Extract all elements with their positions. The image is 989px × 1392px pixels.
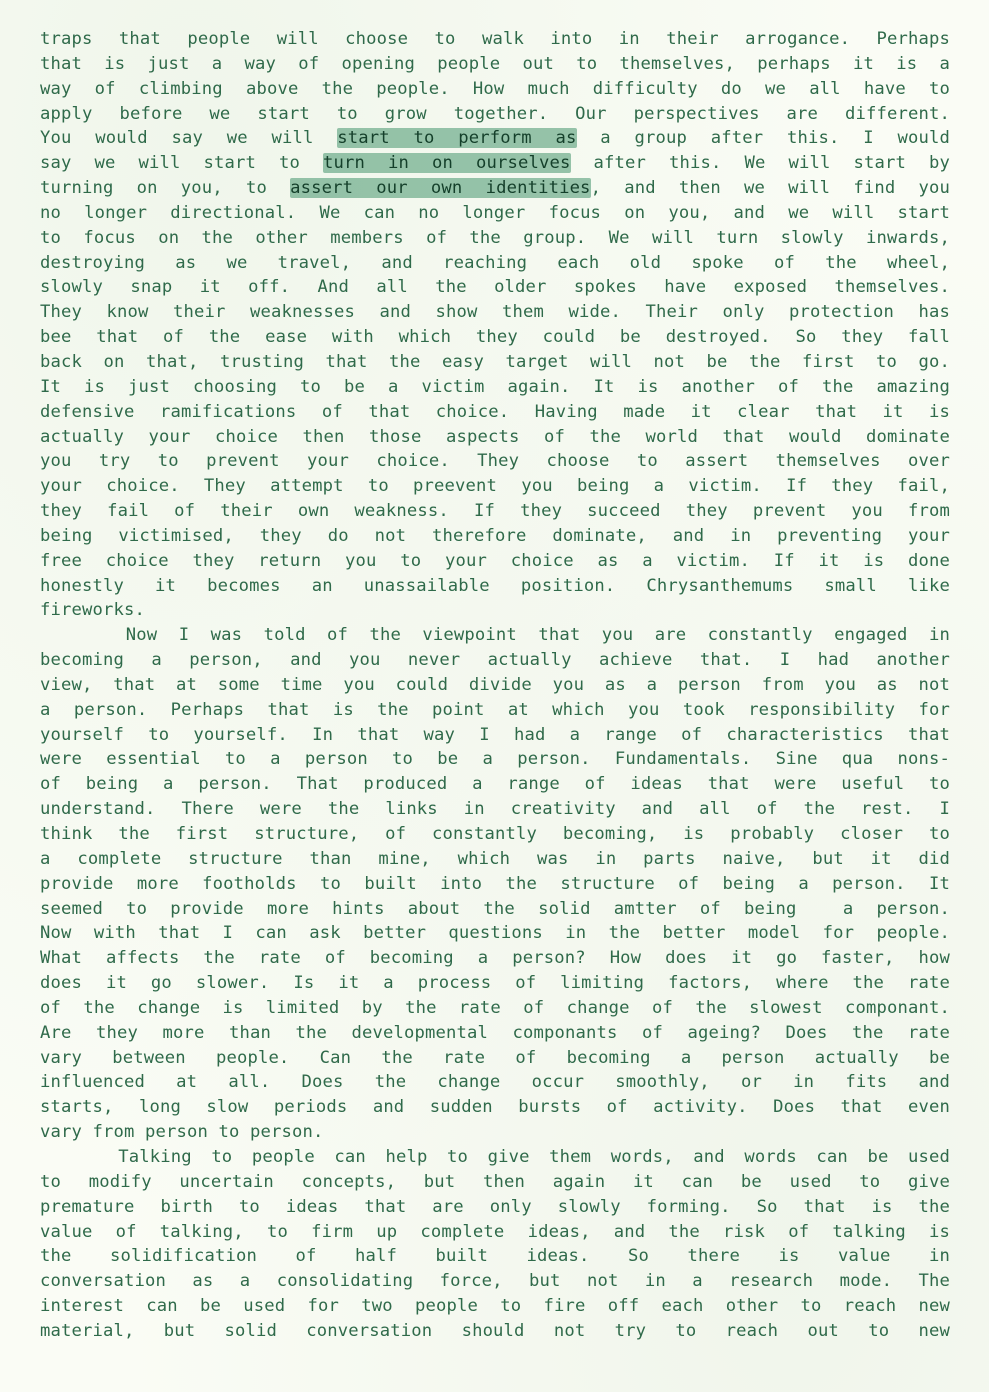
document-body [40, 27, 950, 1344]
text-line-1: traps that people will choose to walk into in their arrogance. Perhaps [40, 29, 950, 49]
text-line-26: becoming a person, and you never actually achieve that. I had another [40, 650, 950, 671]
text-line-35: provide more footholds to built into the structure of being a person. It [40, 873, 950, 894]
text-line-37: Now with that I can ask better questions in the better model for people. [40, 923, 950, 944]
text-line-27: view, that at some time you could divide you as a person from you as not [40, 674, 950, 695]
text-line-34: a complete structure than mine, which was in parts naive, but it did [40, 848, 950, 869]
text-line-49: value of talking, to firm up complete ideas, and the risk of talking is [40, 1221, 950, 1242]
text-line-17: actually your choice then those aspects of the world that would dominate [40, 426, 950, 447]
text-line-8: no longer directional. We can no longer focus on you, and we will start [40, 202, 950, 223]
text-line-9: to focus on the other members of the group. We will turn slowly inwards, [40, 227, 950, 248]
text-line-11: slowly snap it off. And all the older spokes have exposed themselves. [40, 277, 950, 298]
text-line-32: understand. There were the links in creativity and all of the rest. I [40, 799, 950, 820]
text-line-43: influenced at all. Does the change occur smoothly, or in fits and [40, 1072, 950, 1093]
text-line-44: starts, long slow periods and sudden bursts of activity. Does that even [40, 1097, 950, 1118]
text-line-38: What affects the rate of becoming a person? How does it go faster, how [40, 948, 950, 969]
text-line-39: does it go slower. Is it a process of limiting factors, where the rate [40, 973, 950, 994]
text-line-23: honestly it becomes an unassailable position. Chrysanthemums small like [40, 575, 950, 596]
text-line-42: vary between people. Can the rate of becoming a person actually be [40, 1047, 950, 1068]
text-line-28: a person. Perhaps that is the point at which you took responsibility for [40, 699, 950, 720]
text-line-30: were essential to a person to be a person. Fundamentals. Sine qua nons- [40, 749, 950, 770]
text-line-4: apply before we start to grow together. Our perspectives are different. [40, 103, 950, 124]
text-line-3: way of climbing above the people. How much difficulty do we all have to [40, 78, 950, 99]
text-line-19: your choice. They attempt to preevent you being a victim. If they fail, [40, 476, 950, 497]
text-line-51: conversation as a consolidating force, but not in a research mode. The [40, 1271, 950, 1292]
text-line-24: fireworks. [40, 600, 145, 621]
text-line-33: think the first structure, of constantly becoming, is probably closer to [40, 824, 950, 844]
text-line-40: of the change is limited by the rate of change of the slowest componant. [40, 997, 950, 1018]
text-line-47: to modify uncertain concepts, but then again it can be used to give [40, 1171, 950, 1192]
text-line-36: seemed to provide more hints about the solid amtter of being a person. [40, 898, 950, 919]
text-line-2: that is just a way of opening people out to themselves, perhaps it is a [40, 53, 950, 74]
text-line-52: interest can be used for two people to fire off each other to reach new [40, 1296, 950, 1317]
text-line-14: back on that, trusting that the easy target will not be the first to go. [40, 351, 950, 372]
text-line-20: they fail of their own weakness. If they succeed they prevent you from [40, 501, 950, 522]
text-line-5: You would say we will start to perform as a group after this. I would [40, 128, 951, 149]
text-line-45: vary from person to person. [40, 1122, 324, 1143]
highlighted-phrase: assert our own identities [290, 178, 591, 199]
highlighted-phrase: start to perform as [337, 128, 577, 149]
text-line-15: It is just choosing to be a victim again. It is another of the amazing [40, 376, 950, 397]
text-line-18: you try to prevent your choice. They choose to assert themselves over [40, 451, 950, 472]
text-line-12: They know their weaknesses and show them wide. Their only protection has [40, 302, 950, 323]
text-line-53: material, but solid conversation should not try to reach out to new [40, 1320, 950, 1341]
text-line-48: premature birth to ideas that are only slowly forming. So that is the [40, 1196, 950, 1217]
text-line-25: Now I was told of the viewpoint that you are constantly engaged in [40, 625, 950, 646]
text-line-46: Talking to people can help to give them words, and words can be used [40, 1146, 950, 1167]
text-line-6: say we will start to turn in on ourselves after this. We will start by [40, 153, 951, 174]
text-line-21: being victimised, they do not therefore dominate, and in preventing your [40, 525, 950, 546]
text-line-50: the solidification of half built ideas. So there is value in [40, 1246, 950, 1267]
text-line-13: bee that of the ease with which they could be destroyed. So they fall [40, 327, 950, 348]
text-line-41: Are they more than the developmental componants of ageing? Does the rate [40, 1022, 950, 1043]
text-line-22: free choice they return you to your choice as a victim. If it is done [40, 550, 950, 571]
highlighted-phrase: turn in on ourselves [323, 153, 571, 174]
text-line-7: turning on you, to assert our own identities, and then we will find you [40, 178, 950, 199]
text-line-31: of being a person. That produced a range of ideas that were useful to [40, 774, 950, 795]
text-line-16: defensive ramifications of that choice. Having made it clear that it is [40, 401, 950, 422]
text-line-10: destroying as we travel, and reaching each old spoke of the wheel, [40, 252, 950, 273]
text-line-29: yourself to yourself. In that way I had a range of characteristics that [40, 724, 950, 745]
